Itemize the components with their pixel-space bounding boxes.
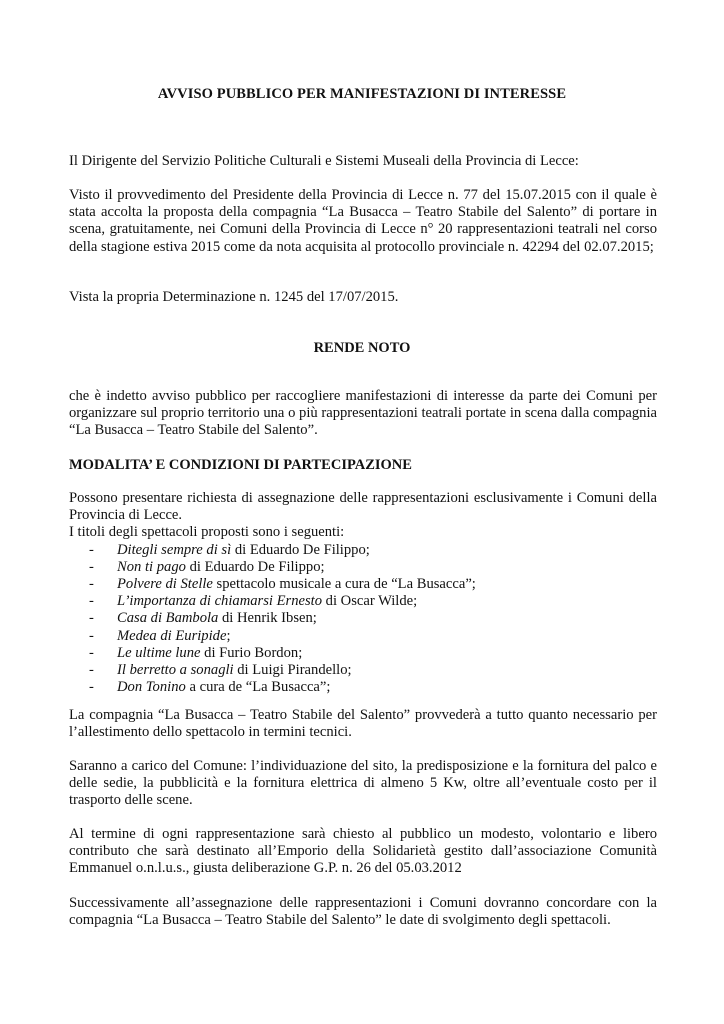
carico-text: Saranno a carico del Comune: l’individuazione del sito, la predisposizione e la fornitura del palco e delle sedie, la pubblicità e la fornitura elettrica di almeno 5 Kw, oltre all’eventuale costo per il trasporto delle scene. bbox=[69, 758, 657, 809]
participation-section bbox=[69, 490, 657, 696]
show-title: Don Tonino bbox=[117, 679, 186, 696]
list-dash: - bbox=[89, 541, 94, 558]
list-item bbox=[89, 576, 657, 593]
list-item bbox=[89, 559, 657, 576]
show-detail: di Oscar Wilde; bbox=[322, 593, 418, 610]
indetto-text: che è indetto avviso pubblico per raccogliere manifestazioni di interesse da parte dei Comuni per organizzare sul proprio territorio una o più rappresentazioni teatrali portate in scena dalla compagnia “La Busacca – Teatro Stabile del Salento”. bbox=[69, 388, 657, 439]
show-detail: a cura de “La Busacca”; bbox=[185, 679, 331, 696]
vista-paragraph bbox=[69, 289, 657, 306]
visto-paragraph bbox=[69, 187, 657, 256]
indetto-paragraph bbox=[69, 388, 657, 440]
rende-noto-heading: RENDE NOTO bbox=[313, 340, 411, 356]
compagnia-text: La compagnia “La Busacca – Teatro Stabile del Salento” provvederà a tutto quanto necessario per l’allestimento dello spettacolo in termini tecnici. bbox=[69, 707, 657, 741]
list-dash: - bbox=[89, 575, 94, 592]
compagnia-paragraph bbox=[69, 707, 657, 741]
termine-text: Al termine di ogni rappresentazione sarà chiesto al pubblico un modesto, volontario e libero contributo che sarà destinato all’Emporio della Solidarietà gestito dall’associazione Comunità Emmanuel o.n.l.u.s., giusta deliberazione G.P. n. 26 del 05.03.2012 bbox=[69, 826, 657, 877]
list-item bbox=[89, 679, 657, 696]
visto-text: Visto il provvedimento del Presidente della Provincia di Lecce n. 77 del 15.07.2015 con il quale è stata accolta la proposta della compagnia “La Busacca – Teatro Stabile del Salento” di portare in scena, gratuitamente, nei Comuni della Provincia di Lecce n° 20 rappresentazioni teatrali nel corso della stagione estiva 2015 come da nota acquisita al protocollo provinciale n. 42294 del 02.07.2015; bbox=[69, 187, 657, 255]
titles-intro-text: I titoli degli spettacoli proposti sono i seguenti: bbox=[69, 524, 345, 541]
possono-text: Possono presentare richiesta di assegnazione delle rappresentazioni esclusivamente i Comuni della Provincia di Lecce. bbox=[69, 490, 657, 524]
list-item bbox=[89, 645, 657, 662]
show-title: Le ultime lune bbox=[117, 644, 201, 661]
intro-text: Il Dirigente del Servizio Politiche Culturali e Sistemi Museali della Provincia di Lecce: bbox=[69, 153, 579, 169]
list-item bbox=[89, 610, 657, 627]
show-title: Ditegli sempre di sì bbox=[117, 541, 232, 558]
show-title: Non ti pago bbox=[117, 558, 186, 575]
list-dash: - bbox=[89, 558, 94, 575]
vista-text: Vista la propria Determinazione n. 1245 del 17/07/2015. bbox=[69, 289, 399, 305]
show-title: Casa di Bambola bbox=[117, 610, 219, 627]
document-title: AVVISO PUBBLICO PER MANIFESTAZIONI DI INTERESSE bbox=[157, 86, 567, 102]
list-item bbox=[89, 593, 657, 610]
show-detail: di Henrik Ibsen; bbox=[218, 610, 317, 627]
list-item bbox=[89, 662, 657, 679]
show-detail: di Furio Bordon; bbox=[200, 644, 303, 661]
list-dash: - bbox=[89, 644, 94, 661]
modalita-heading: MODALITA’ E CONDIZIONI DI PARTECIPAZIONE bbox=[69, 457, 412, 473]
list-dash: - bbox=[89, 627, 94, 644]
show-detail: ; bbox=[226, 627, 231, 644]
list-dash: - bbox=[89, 593, 94, 610]
successivamente-paragraph bbox=[69, 895, 657, 929]
show-detail: spettacolo musicale a cura de “La Busacca”; bbox=[212, 575, 476, 592]
show-title: Il berretto a sonagli bbox=[117, 661, 234, 678]
list-item bbox=[89, 628, 657, 645]
show-title: L’importanza di chiamarsi Ernesto bbox=[117, 593, 322, 610]
list-dash: - bbox=[89, 661, 94, 678]
list-item bbox=[89, 542, 657, 559]
list-dash: - bbox=[89, 679, 94, 696]
show-title: Medea di Euripide bbox=[117, 627, 227, 644]
show-title: Polvere di Stelle bbox=[117, 575, 213, 592]
intro-paragraph bbox=[69, 153, 657, 170]
carico-paragraph bbox=[69, 758, 657, 810]
show-detail: di Eduardo De Filippo; bbox=[185, 558, 325, 575]
titles-list bbox=[89, 542, 657, 697]
show-detail: di Luigi Pirandello; bbox=[233, 661, 352, 678]
termine-paragraph bbox=[69, 826, 657, 878]
list-dash: - bbox=[89, 610, 94, 627]
show-detail: di Eduardo De Filippo; bbox=[231, 541, 370, 558]
successivamente-text: Successivamente all’assegnazione delle rappresentazioni i Comuni dovranno concordare con la compagnia “La Busacca – Teatro Stabile del Salento” le date di svolgimento degli spettacoli. bbox=[69, 895, 657, 929]
